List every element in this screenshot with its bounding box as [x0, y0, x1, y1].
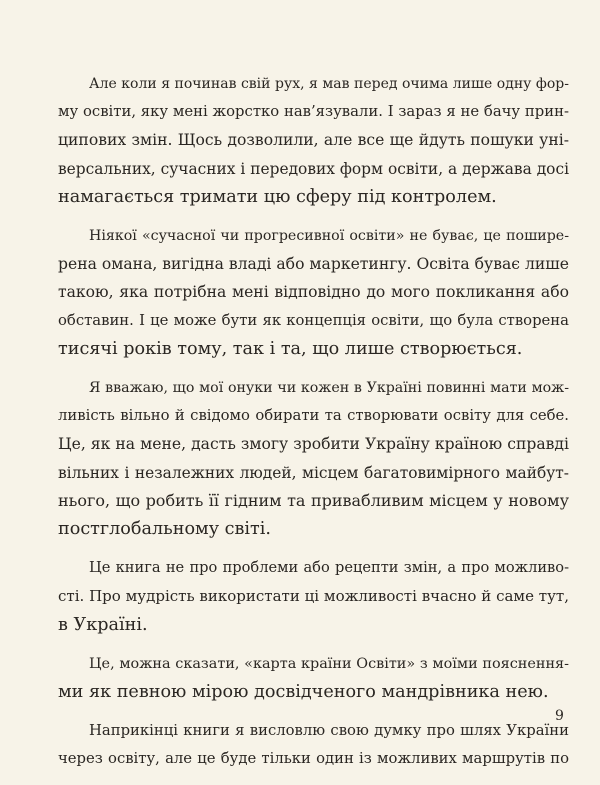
text-line: постглобальному світі.	[58, 519, 272, 540]
text-line: Це, як на мене, дасть змогу зробити Україну країною справді	[58, 435, 569, 454]
body-text	[58, 70, 569, 785]
text-line: такою, яка потрібна мені відповідно до мого покликання або	[58, 283, 569, 302]
text-line: сті. Про мудрість використати ці можливості вчасно й саме тут,	[58, 587, 569, 606]
text-line: Це книга не про проблеми або рецепти змін, а про можливо-	[89, 559, 569, 577]
paragraph	[58, 554, 569, 639]
text-line: Це, можна сказати, «карта країни Освіти» з моїми пояснення-	[89, 655, 569, 672]
text-line: обставин. І це може бути як концепція освіти, що була створена	[58, 311, 569, 329]
page-number: 9	[555, 708, 564, 724]
text-line: нього, що робить її гідним та привабливим місцем у новому	[58, 490, 569, 510]
text-line: Ніякої «сучасної чи прогресивної освіти» не буває, це пошире-	[89, 228, 569, 245]
text-line: вільних і незалежних людей, місцем багатовимірного майбут-	[58, 463, 569, 482]
paragraph	[58, 222, 569, 363]
paragraph	[58, 374, 569, 543]
paragraph	[58, 650, 569, 706]
text-line: Наприкінці книги я висловлю свою думку про шлях України	[89, 722, 569, 740]
text-line: ми як певною мірою досвідченого мандрівника нею.	[58, 682, 549, 703]
text-line: ципових змін. Щось дозволили, але все ще йдуть пошуки уні-	[58, 131, 569, 150]
text-line: ливість вільно й свідомо обирати та створювати освіту для себе.	[58, 407, 569, 425]
text-line: намагається тримати цю сферу під контролем.	[58, 186, 497, 207]
text-line: му освіти, яку мені жорстко нав’язували. І зараз я не бачу прин-	[58, 103, 569, 121]
paragraph	[58, 717, 569, 773]
text-line: Але коли я починав свій рух, я мав перед очима лише одну фор-	[89, 76, 569, 92]
text-line: в Україні.	[58, 614, 148, 635]
text-line: Я вважаю, що мої онуки чи кожен в Україні повинні мати мож-	[89, 380, 569, 397]
paragraph	[58, 70, 569, 211]
text-line: тисячі років тому, так і та, що лише створюється.	[58, 338, 523, 359]
text-line: версальних, сучасних і передових форм освіти, а держава досі	[58, 159, 569, 178]
text-line: рена омана, вигідна владі або маркетингу. Освіта буває лише	[58, 255, 569, 274]
text-line: через освіту, але це буде тільки один із можливих маршрутів по	[58, 750, 569, 768]
